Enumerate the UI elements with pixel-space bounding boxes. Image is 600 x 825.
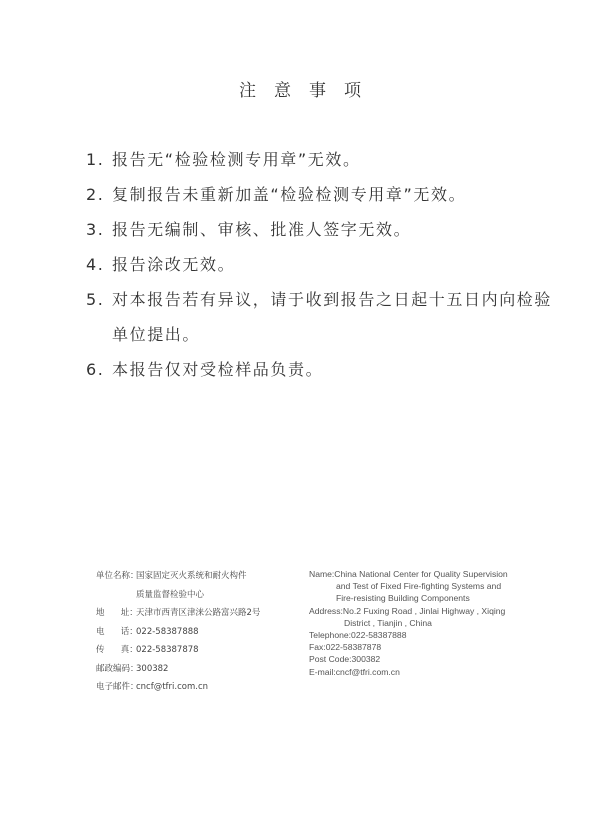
footer-name-row-2 <box>96 586 260 605</box>
en-name-line3: Fire-resisting Building Components <box>336 593 470 604</box>
notice-item-2 <box>86 177 566 212</box>
notice-number: 6. <box>86 360 105 379</box>
name-value-line2: 质量监督检验中心 <box>136 589 205 600</box>
notice-number: 5. <box>86 290 105 309</box>
notice-item-5 <box>86 282 566 352</box>
footer-phone-row <box>96 623 260 642</box>
fax-value: 022-58387878 <box>136 645 199 655</box>
notice-number: 1. <box>86 150 105 169</box>
notice-item-4 <box>86 247 566 282</box>
fax-label: 传 真： <box>96 645 138 655</box>
en-address-line2: District , Tianjin , China <box>344 617 432 628</box>
address-label: 地 址： <box>96 608 138 618</box>
postcode-label: 邮政编码： <box>96 663 139 674</box>
notice-item-6 <box>86 352 566 387</box>
footer-fax-row <box>96 641 260 660</box>
notice-number: 3. <box>86 220 105 239</box>
notice-item-3 <box>86 212 566 247</box>
notice-number: 2. <box>86 185 105 204</box>
notice-text: 报告无编制、审核、批准人签字无效。 <box>112 220 412 239</box>
footer-postcode-row <box>96 660 260 679</box>
address-value: 天津市西青区津涞公路富兴路2号 <box>136 608 261 618</box>
en-postcode: Post Code:300382 <box>309 654 381 665</box>
email-value: cncf@tfri.com.cn <box>136 682 209 692</box>
en-telephone: Telephone:022-58387888 <box>309 630 407 641</box>
notice-number: 4. <box>86 255 105 274</box>
notice-text: 本报告仅对受检样品负责。 <box>112 360 324 379</box>
footer-address-row <box>96 604 260 623</box>
phone-label: 电 话： <box>96 626 138 637</box>
footer-name-row <box>96 567 260 586</box>
postcode-value: 300382 <box>136 663 169 674</box>
name-value: 国家固定灭火系统和耐火构件 <box>136 571 247 581</box>
en-name-line2: and Test of Fixed Fire-fighting Systems and <box>336 581 502 592</box>
name-label: 单位名称： <box>96 571 139 581</box>
email-label: 电子邮件： <box>96 682 139 692</box>
en-fax: Fax:022-58387878 <box>309 642 382 653</box>
notice-text: 报告无“检验检测专用章”无效。 <box>112 150 361 169</box>
en-name-line1: Name:China National Center for Quality Supervision <box>309 569 508 579</box>
notice-text: 报告涂改无效。 <box>112 255 236 274</box>
phone-value: 022-58387888 <box>136 626 199 637</box>
footer-contact-chinese <box>96 567 260 697</box>
notice-item-1 <box>86 142 566 177</box>
notice-text: 对本报告若有异议，请于收到报告之日起十五日内向检验单位提出。 <box>112 290 553 344</box>
page-title: 注意事项 <box>239 81 379 101</box>
footer-contact-english <box>309 568 524 678</box>
en-email: E-mail:cncf@tfri.com.cn <box>309 666 400 677</box>
notice-list <box>86 142 566 387</box>
footer-email-row <box>96 678 260 697</box>
notice-text: 复制报告未重新加盖“检验检测专用章”无效。 <box>112 185 467 204</box>
en-address-line1: Address:No.2 Fuxing Road , Jinlai Highway , Xiqing <box>309 605 506 616</box>
